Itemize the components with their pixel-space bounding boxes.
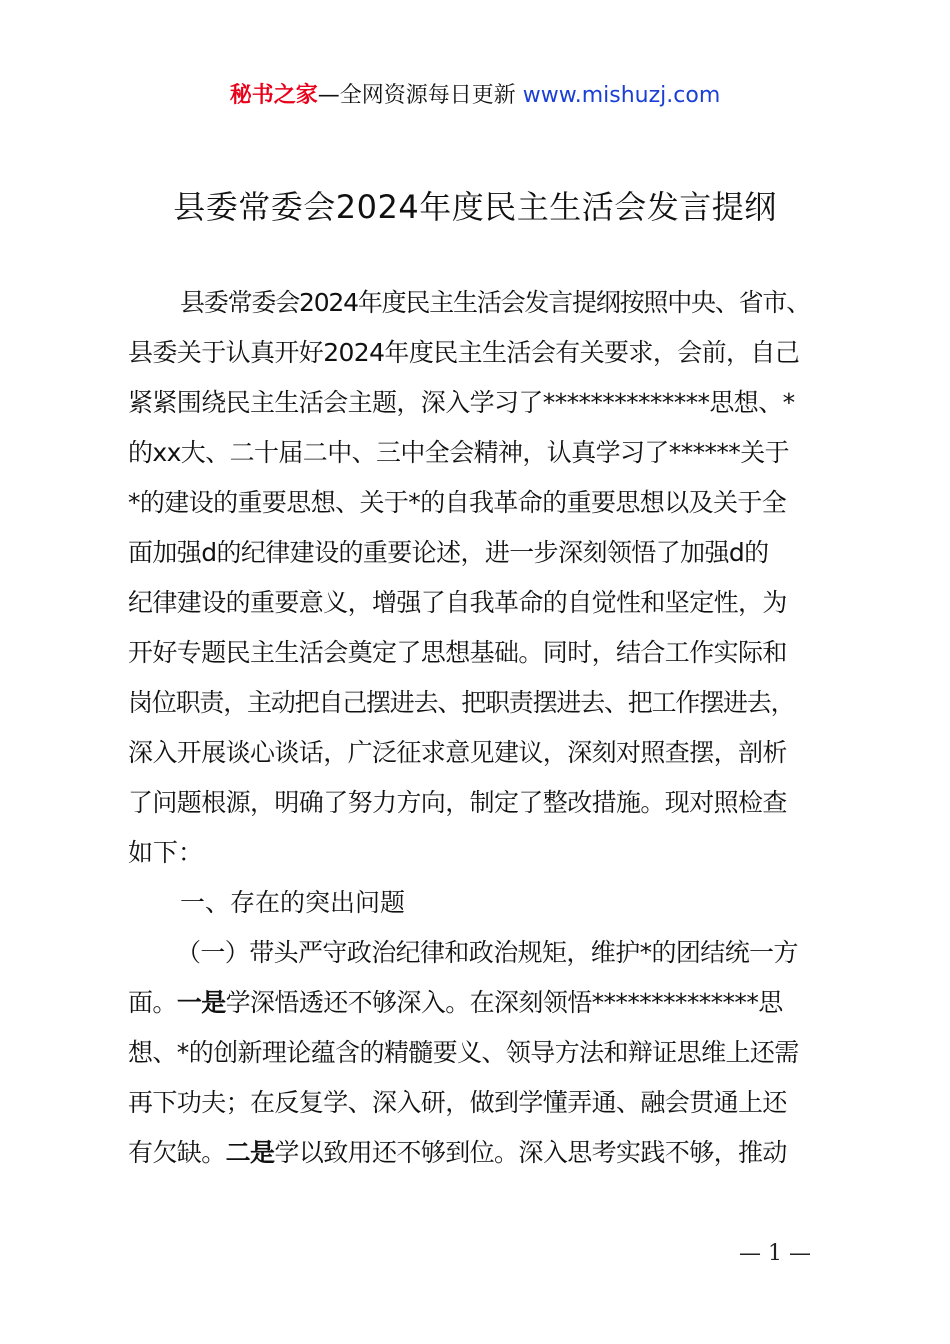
document-title: 县委常委会2024年度民主生活会发言提纲 — [173, 188, 777, 226]
site-header — [0, 80, 950, 112]
text-run: 面。 — [128, 988, 177, 1017]
paragraph-line: 深入开展谈心谈话，广泛征求意见建议，深刻对照查摆，剖析 — [128, 738, 787, 767]
subsection-heading: （一）带头严守政治纪律和政治规矩，维护*的团结统一方 — [176, 938, 798, 967]
paragraph-line: 再下功夫；在反复学、深入研，做到学懂弄通、融会贯通上还 — [128, 1088, 787, 1117]
paragraph-line: 如下： — [128, 838, 204, 867]
site-name: 秘书之家 — [229, 83, 318, 108]
document-body — [128, 278, 830, 1178]
paragraph-line: *的建设的重要思想、关于*的自我革命的重要思想以及关于全 — [128, 488, 787, 517]
text-run: 学以致用还不够到位。深入思考实践不够，推动 — [274, 1138, 787, 1167]
paragraph-line: 县委常委会2024年度民主生活会发言提纲按照中央、省市、 — [180, 288, 811, 317]
paragraph-line: 紧紧围绕民主生活会主题，深入学习了**************思想、* — [128, 388, 795, 417]
paragraph-line: 县委关于认真开好2024年度民主生活会有关要求，会前，自己 — [128, 338, 800, 367]
paragraph-line: 想、*的创新理论蕴含的精髓要义、领导方法和辩证思维上还需 — [128, 1038, 799, 1067]
paragraph-line: 岗位职责，主动把自己摆进去、把职责摆进去、把工作摆进去， — [128, 688, 795, 717]
site-url[interactable]: www.mishuzj.com — [522, 83, 721, 108]
text-run: 有欠缺。 — [128, 1138, 226, 1167]
paragraph-line — [128, 978, 830, 1028]
paragraph-line: 的xx大、二十届二中、三中全会精神，认真学习了******关于 — [128, 438, 789, 467]
section-heading: 一、存在的突出问题 — [180, 888, 406, 917]
paragraph-line: 纪律建设的重要意义，增强了自我革命的自觉性和坚定性，为 — [128, 588, 787, 617]
paragraph-line: 了问题根源，明确了努力方向，制定了整改措施。现对照检查 — [128, 788, 787, 817]
paragraph-line: 开好专题民主生活会奠定了思想基础。同时，结合工作实际和 — [128, 638, 787, 667]
paragraph-line: 面加强d的纪律建设的重要论述，进一步深刻领悟了加强d的 — [128, 538, 769, 567]
bold-text-run: 一是 — [176, 988, 226, 1017]
page-number: — 1 — — [739, 1241, 811, 1266]
bold-text-run: 二是 — [225, 1138, 275, 1167]
text-run: 学深悟透还不够深入。在深刻领悟**************思 — [225, 988, 783, 1017]
site-slogan: —全网资源每日更新 — [317, 83, 523, 108]
paragraph-line — [128, 1128, 830, 1178]
